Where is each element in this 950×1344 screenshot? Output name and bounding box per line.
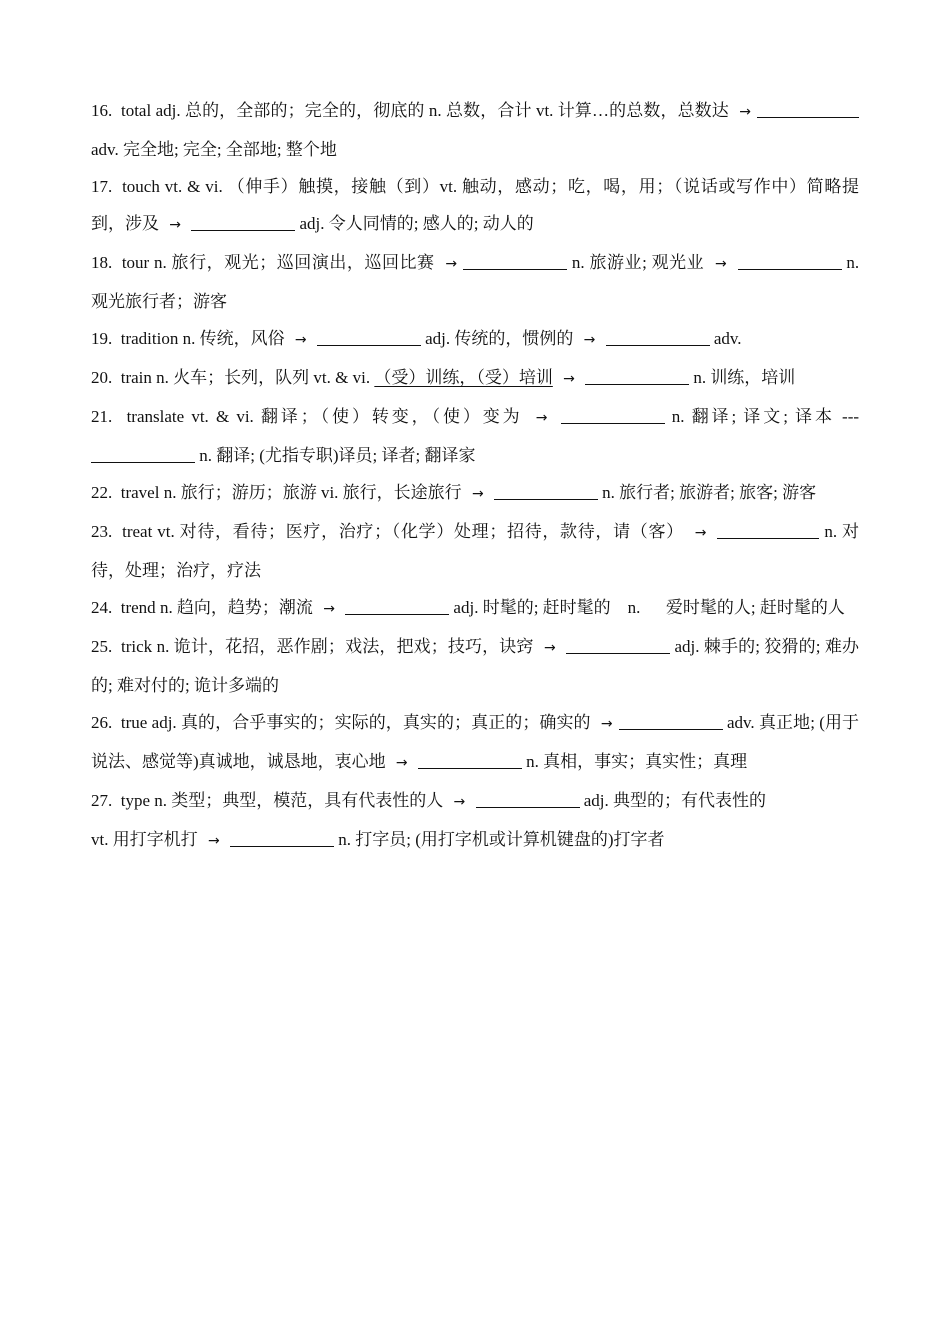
fill-blank[interactable] <box>738 252 806 270</box>
entry-word: travel <box>120 483 160 502</box>
entry-derivative-definition: n. 真相，事实；真实性；真理 <box>526 752 748 771</box>
entry-word: true <box>120 713 148 732</box>
entry-definition: vt. & vi. （伸手）触摸，接触（到）vt. 触动，感动；吃，喝，用；（说话或写作中）简略提到，涉及 <box>91 177 860 233</box>
entry-derivative-definition: adv. 真正地; (用于说法、感觉等)真诚地，诚恳地，衷心地 <box>91 713 860 771</box>
arrow-icon: → <box>453 794 466 810</box>
entry-17 <box>91 168 859 244</box>
entry-definition: n. 诡计，花招，恶作剧；戏法，把戏；技巧，诀窍 <box>156 637 534 656</box>
entry-derivative-definition: n. 旅游业; 观光业 <box>571 253 705 272</box>
entry-definition: n. 火车；长列，队列 vt. & vi. <box>156 368 371 387</box>
entry-number: 21. <box>91 407 113 426</box>
arrow-icon: → <box>694 525 707 541</box>
entry-derivative-definition: n. 翻译; 译文; 译本 <box>671 407 835 426</box>
entry-derivative-definition: n. 打字员; (用打字机或计算机键盘的)打字者 <box>338 830 665 849</box>
entry-number: 18. <box>91 253 113 272</box>
entry-derivative-definition: adv. 完全地; 完全; 全部地; 整个地 <box>91 140 337 159</box>
entry-23 <box>91 513 859 589</box>
entry-word: train <box>120 368 152 387</box>
arrow-icon: → <box>739 104 752 120</box>
entry-26 <box>91 704 859 782</box>
fill-blank[interactable] <box>806 252 842 270</box>
fill-blank[interactable] <box>494 482 598 500</box>
fill-blank[interactable] <box>191 213 295 231</box>
entry-derivative-definition: adj. 典型的；有代表性的 <box>583 791 767 810</box>
arrow-icon: → <box>543 640 556 656</box>
entry-definition: vt. & vi. 翻译；（使）转变，（使）变为 <box>191 407 523 426</box>
dash-separator: --- <box>842 407 860 426</box>
entry-definition: vt. 用打字机打 <box>91 830 198 849</box>
entry-19 <box>91 320 859 359</box>
arrow-icon: → <box>395 755 408 771</box>
entry-word: tradition <box>120 329 179 348</box>
arrow-icon: → <box>563 371 575 387</box>
entry-number: 24. <box>91 598 113 617</box>
entry-derivative-definition: n. 旅行者; 旅游者; 旅客; 游客 <box>602 483 817 502</box>
entry-definition: adj. 总的，全部的；完全的，彻底的 n. 总数，合计 vt. 计算…的总数，总数达 <box>155 101 729 120</box>
fill-blank[interactable] <box>345 597 449 615</box>
entry-derivative-definition: adj. 传统的，惯例的 <box>425 329 574 348</box>
arrow-icon: → <box>323 601 335 617</box>
fill-blank[interactable] <box>476 790 580 808</box>
entry-22 <box>91 474 859 513</box>
entry-word: total <box>120 101 152 120</box>
fill-blank[interactable] <box>561 406 665 424</box>
entry-derivative-definition: n. 对待，处理；治疗，疗法 <box>91 522 860 580</box>
entry-definition: n. 旅行；游历；旅游 vi. 旅行，长途旅行 <box>163 483 462 502</box>
entry-21 <box>91 398 859 474</box>
entry-27 <box>91 782 859 860</box>
entry-number: 19. <box>91 329 113 348</box>
entry-word: tour <box>121 253 150 272</box>
entry-number: 20. <box>91 368 113 387</box>
entry-number: 16. <box>91 101 113 120</box>
entry-derivative-definition: n. 观光旅行者；游客 <box>91 253 860 311</box>
entry-word: touch <box>122 177 160 196</box>
entry-definition: n. 趋向，趋势；潮流 <box>159 598 313 617</box>
entry-25 <box>91 628 859 704</box>
entry-derivative-definition: adv. <box>713 329 742 348</box>
fill-blank[interactable] <box>91 445 195 463</box>
entry-pos-label: n. <box>627 598 641 617</box>
fill-blank[interactable] <box>757 100 775 118</box>
entry-derivative-definition: n. 训练，培训 <box>693 368 796 387</box>
entry-number: 22. <box>91 483 113 502</box>
entry-24 <box>91 589 859 628</box>
entry-derivative-definition: adj. 时髦的; 赶时髦的 <box>453 598 611 617</box>
entry-number: 26. <box>91 713 113 732</box>
arrow-icon: → <box>471 486 484 502</box>
entry-definition: n. 旅行，观光；巡回演出，巡回比赛 <box>154 253 435 272</box>
fill-blank[interactable] <box>717 521 801 539</box>
filled-answer: （受）训练，（受）培训 <box>374 368 553 387</box>
fill-blank[interactable] <box>418 751 522 769</box>
fill-blank[interactable] <box>230 829 334 847</box>
vocabulary-list <box>91 92 859 860</box>
arrow-icon: → <box>535 410 548 426</box>
entry-word: translate <box>126 407 185 426</box>
entry-number: 27. <box>91 791 113 810</box>
entry-derivative-definition: 爱时髦的人; 赶时髦的人 <box>665 598 845 617</box>
entry-derivative-definition: adj. 令人同情的; 感人的; 动人的 <box>299 214 534 233</box>
arrow-icon: → <box>207 833 220 849</box>
entry-definition: n. 传统，风俗 <box>182 329 285 348</box>
entry-number: 25. <box>91 637 113 656</box>
entry-definition: adj. 真的，合乎事实的；实际的，真实的；真正的；确实的 <box>151 713 591 732</box>
arrow-icon: → <box>445 256 458 272</box>
entry-word: trick <box>121 637 153 656</box>
fill-blank[interactable] <box>566 636 670 654</box>
fill-blank[interactable] <box>606 328 710 346</box>
fill-blank[interactable] <box>775 100 859 118</box>
arrow-icon: → <box>600 716 613 732</box>
entry-number: 23. <box>91 522 113 541</box>
entry-word: type <box>120 791 151 810</box>
entry-number: 17. <box>91 177 113 196</box>
entry-16 <box>91 92 859 168</box>
entry-definition: n. 类型；典型，模范，具有代表性的人 <box>154 791 444 810</box>
fill-blank[interactable] <box>801 521 819 539</box>
entry-18 <box>91 244 859 320</box>
entry-20 <box>91 359 859 398</box>
arrow-icon: → <box>169 217 181 233</box>
fill-blank[interactable] <box>463 252 567 270</box>
fill-blank[interactable] <box>619 712 723 730</box>
arrow-icon: → <box>294 332 307 348</box>
arrow-icon: → <box>714 256 727 272</box>
entry-definition: vt. 对待，看待；医疗，治疗；（化学）处理；招待，款待，请（客） <box>157 522 684 541</box>
entry-derivative-definition: n. 翻译; (尤指专职)译员; 译者; 翻译家 <box>199 446 476 465</box>
entry-word: trend <box>120 598 156 617</box>
fill-blank[interactable] <box>585 367 689 385</box>
entry-derivative-definition: adj. 棘手的; 狡猾的; 难办的; 难对付的; 诡计多端的 <box>91 637 860 695</box>
fill-blank[interactable] <box>317 328 421 346</box>
arrow-icon: → <box>583 332 596 348</box>
entry-word: treat <box>122 522 153 541</box>
